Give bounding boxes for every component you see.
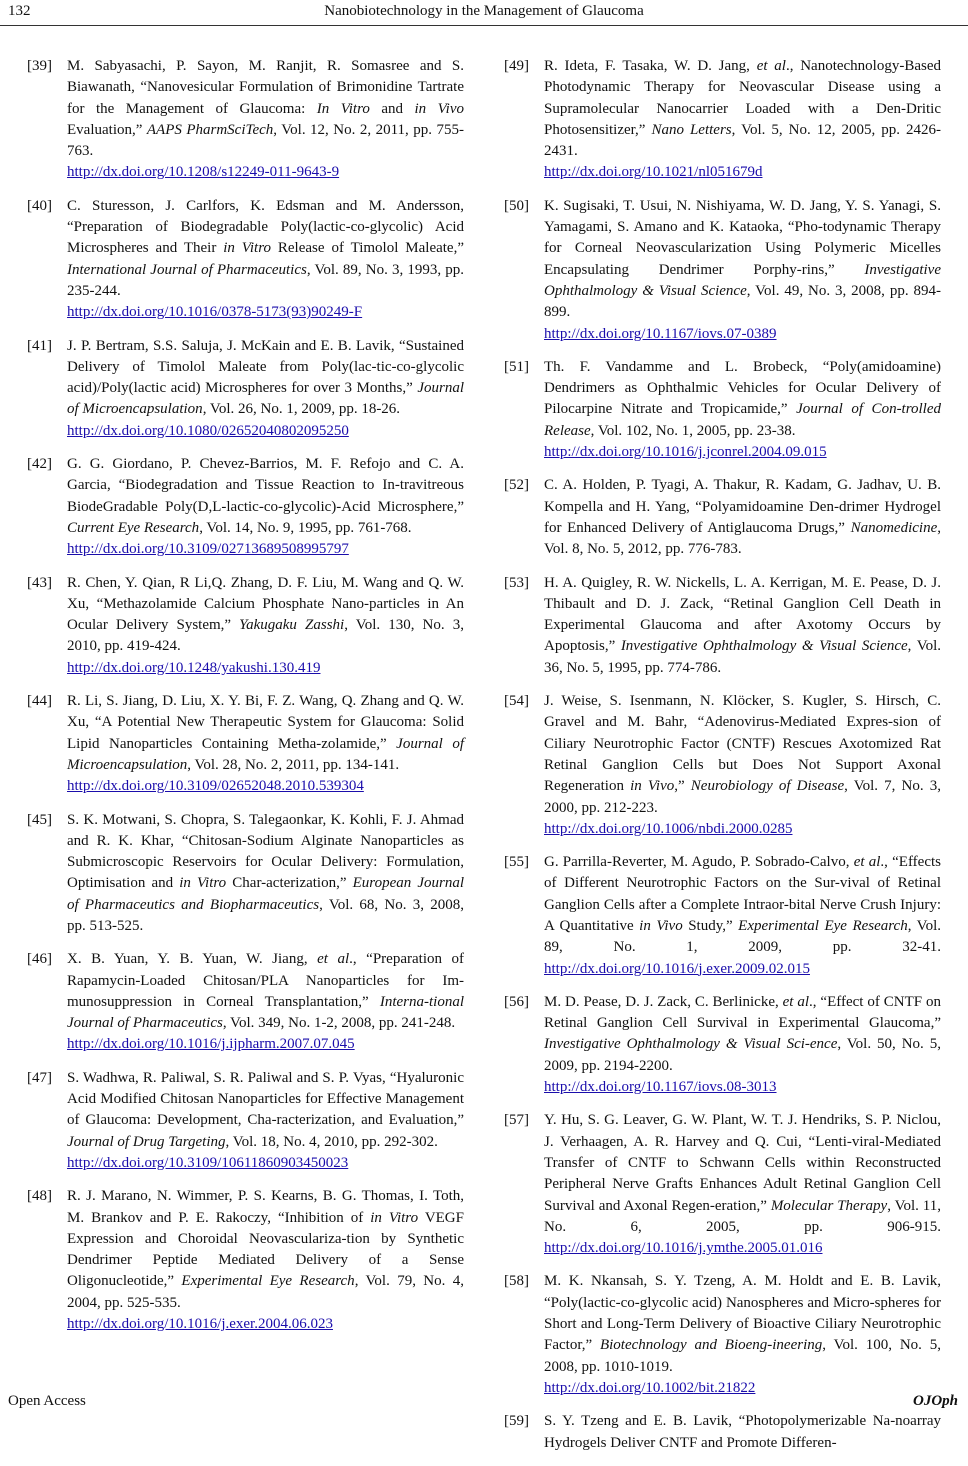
reference-number: [50] [504,197,529,214]
reference-entry [27,454,464,560]
reference-text: C. A. Holden, P. Tyagi, A. Thakur, R. Kadam, G. Jadhav, U. B. Kompella and H. Yang, “Polyamidoamine Den-drimer Hydrogel for Enhanced Delivery of Antiglaucoma Drugs,” Nanomedicine, Vol. 8, No. 5, 2012, pp. 776-783. [544,477,941,558]
reference-number: [57] [504,1112,529,1129]
reference-text: G. G. Giordano, P. Chevez-Barrios, M. F. Refojo and C. A. Garcia, “Biodegradation and Tissue Reaction to In-travitreous BiodeGradable Poly(D,L-lactic-co-glycolic)-Acid Microsphere,” Current Eye Research, Vol. 14, No. 9, 1995, pp. 761-768. http://dx.doi.org/10.3109/02713689508995797 [67,456,464,558]
doi-link[interactable]: http://dx.doi.org/10.1167/iovs.08-3013 [544,1079,777,1096]
reference-text: R. Ideta, F. Tasaka, W. D. Jang, et al., Nanotechnology-Based Photodynamic Therapy for Neovascular Disease using a Supramolecular Nanocarrier Loaded with a Den-Dritic Photosensitizer,” Nano Letters, Vol. 5, No. 12, 2005, pp. 2426-2431. http://dx.doi.org/10.1021/nl051679d [544,58,942,181]
reference-text: R. Chen, Y. Qian, R Li,Q. Zhang, D. F. Liu, M. Wang and Q. W. Xu, “Methazolamide Calcium Phosphate Nano-particles in An Ocular Delivery System,” Yakugaku Zasshi, Vol. 130, No. 3, 2010, pp. 419-424. http://dx.doi.org/10.1248/yakushi.130.419 [67,574,464,676]
reference-number: [48] [27,1188,52,1205]
page-number: 132 [8,3,31,19]
doi-link[interactable]: http://dx.doi.org/10.1002/bit.21822 [544,1379,756,1396]
reference-entry [504,992,941,1098]
reference-number: [55] [504,854,529,871]
reference-text: H. A. Quigley, R. W. Nickells, L. A. Kerrigan, M. E. Pease, D. J. Thibault and D. J. Zack, “Retinal Ganglion Cell Death in Experimental Glaucoma and after Axotomy Occurs by Apoptosis,” Investigative Ophthalmology & Visual Science, Vol. 36, No. 5, 1995, pp. 774-786. [544,574,942,676]
reference-text: K. Sugisaki, T. Usui, N. Nishiyama, W. D. Jang, Y. S. Yanagi, S. Yamagami, S. Amano and K. Kataoka, “Pho-todynamic Therapy for Corneal Neovascularization Using Polymeric Micelles Encapsulating Dendrimer Porphy-rins,” Investigative Ophthalmology & Visual Science, Vol. 49, No. 3, 2008, pp. 894-899. http://dx.doi.org/10.1167/iovs.07-0389 [544,197,941,342]
doi-link[interactable]: http://dx.doi.org/10.1208/s12249-011-9643-9 [67,164,340,181]
reference-entry [27,1186,464,1335]
reference-text: M. Sabyasachi, P. Sayon, M. Ranjit, R. Somasree and S. Biawanath, “Nanovesicular Formulation of Brimonidine Tartrate for the Management of Glaucoma: In Vitro and in Vivo Evaluation,” AAPS PharmSciTech, Vol. 12, No. 2, 2011, pp. 755-763. http://dx.doi.org/10.1208/s12249-011-9643-9 [67,58,464,181]
doi-link[interactable]: http://dx.doi.org/10.1016/j.exer.2004.06.023 [67,1316,333,1333]
reference-number: [42] [27,456,52,473]
reference-number: [58] [504,1273,529,1290]
reference-entry [27,949,464,1055]
reference-number: [41] [27,337,52,354]
reference-entry [27,691,464,797]
reference-text: S. K. Motwani, S. Chopra, S. Talegaonkar, K. Kohli, F. J. Ahmad and R. K. Khar, “Chitosan-Sodium Alginate Nanoparticles as Submicroscopic Reservoirs for Ocular Delivery: Formulation, Optimisation and in Vitro Char-acterization,” European Journal of Pharmaceutics and Biopharmaceutics, Vol. 68, No. 3, 2008, pp. 513-525. [67,811,465,934]
reference-entry [504,1411,941,1454]
doi-link[interactable]: http://dx.doi.org/10.1016/j.exer.2009.02.015 [544,960,810,977]
reference-text: X. B. Yuan, Y. B. Yuan, W. Jiang, et al., “Preparation of Rapamycin-Loaded Chitosan/PLA Nanoparticles for Im-munosuppression in Corneal Transplantation,” Interna-tional Journal of Pharmaceutics, Vol. 349, No. 1-2, 2008, pp. 241-248. http://dx.doi.org/10.1016/j.ijpharm.2007.07.045 [67,951,465,1053]
reference-entry [504,357,941,463]
reference-entry [504,573,941,679]
reference-entry [27,573,464,679]
references-left-column [27,56,464,1347]
reference-text: G. Parrilla-Reverter, M. Agudo, P. Sobrado-Calvo, et al., “Effects of Different Neurotrophic Factors on the Sur-vival of Retinal Ganglion Cells after a Complete Intraor-bital Nerve Crush Injury: A Quantitative in Vivo Study,” Experimental Eye Research, Vol. 89, No. 1, 2009, pp. 32-41. http://dx.doi.org/10.1016/j.exer.2009.02.015 [544,854,941,977]
reference-text: Y. Hu, S. G. Leaver, G. W. Plant, W. T. J. Hendriks, S. P. Niclou, J. Verhaagen, A. R. Harvey and Q. Cui, “Lenti-viral-Mediated Transfer of CNTF to Schwann Cells within Reconstructed Peripheral Nerve Grafts Enhances Adult Retinal Ganglion Cell Survival and Axonal Regen-eration,” Molecular Therapy, Vol. 11, No. 6, 2005, pp. 906-915. http://dx.doi.org/10.1016/j.ymthe.2005.01.016 [544,1112,941,1257]
reference-number: [54] [504,693,529,710]
reference-entry [504,56,941,184]
reference-entry [504,1271,941,1399]
reference-text: J. Weise, S. Isenmann, N. Klöcker, S. Kugler, S. Hirsch, C. Gravel and M. Bahr, “Adenovirus-Mediated Expres-sion of Ciliary Neurotrophic Factor (CNTF) Rescues Axotomized Rat Retinal Ganglion Cells but Does Not Support Axonal Regeneration in Vivo,” Neurobiology of Disease, Vol. 7, No. 3, 2000, pp. 212-223. http://dx.doi.org/10.1006/nbdi.2000.0285 [544,693,941,837]
reference-entry [27,196,464,324]
reference-text: M. K. Nkansah, S. Y. Tzeng, A. M. Holdt and E. B. Lavik, “Poly(lactic-co-glycolic acid) Nanospheres and Micro-spheres for Short and Long-Term Delivery of Bioactive Ciliary Neurotrophic Factor,” Biotechnology and Bioeng-ineering, Vol. 100, No. 5, 2008, pp. 1010-1019. http://dx.doi.org/10.1002/bit.21822 [544,1273,941,1396]
reference-text: R. J. Marano, N. Wimmer, P. S. Kearns, B. G. Thomas, I. Toth, M. Brankov and P. E. Rakoczy, “Inhibition of in Vitro VEGF Expression and Choroidal Neovasculariza-tion by Synthetic Dendrimer Peptide Mediated Delivery of a Sense Oligonucleotide,” Experimental Eye Research, Vol. 79, No. 4, 2004, pp. 525-535. http://dx.doi.org/10.1016/j.exer.2004.06.023 [67,1188,464,1333]
doi-link[interactable]: http://dx.doi.org/10.1021/nl051679d [544,164,763,181]
reference-number: [43] [27,574,52,591]
doi-link[interactable]: http://dx.doi.org/10.3109/10611860903450023 [67,1154,349,1171]
reference-entry [27,810,464,938]
doi-link[interactable]: http://dx.doi.org/10.1006/nbdi.2000.0285 [544,820,793,837]
doi-link[interactable]: http://dx.doi.org/10.1167/iovs.07-0389 [544,325,777,342]
reference-number: [53] [504,574,529,591]
reference-number: [56] [504,993,529,1010]
doi-link[interactable]: http://dx.doi.org/10.1016/j.ijpharm.2007.07.045 [67,1036,355,1053]
doi-link[interactable]: http://dx.doi.org/10.1080/02652040802095250 [67,422,349,439]
doi-link[interactable]: http://dx.doi.org/10.1016/j.jconrel.2004.09.015 [544,444,827,461]
reference-text: M. D. Pease, D. J. Zack, C. Berlinicke, et al., “Effect of CNTF on Retinal Ganglion Cell Survival in Experimental Glaucoma,” Investigative Ophthalmology & Visual Sci-ence, Vol. 50, No. 5, 2009, pp. 2194-2200. http://dx.doi.org/10.1167/iovs.08-3013 [544,993,941,1096]
reference-number: [46] [27,951,52,968]
footer-open-access: Open Access [8,1393,86,1409]
reference-number: [47] [27,1069,52,1086]
reference-text: R. Li, S. Jiang, D. Liu, X. Y. Bi, F. Z. Wang, Q. Zhang and Q. W. Xu, “A Potential New Therapeutic System for Glaucoma: Solid Lipid Nanoparticles Containing Metha-zolamide,” Journal of Microencapsulation, Vol. 28, No. 2, 2011, pp. 134-141. http://dx.doi.org/10.3109/02652048.2010.539304 [67,693,464,795]
reference-entry [504,691,941,840]
reference-number: [59] [504,1413,529,1430]
reference-entry [504,1110,941,1259]
reference-text: C. Sturesson, J. Carlfors, K. Edsman and M. Andersson, “Preparation of Biodegradable Poly(lactic-co-glycolic) Acid Microspheres and Their in Vitro Release of Timolol Maleate,” International Journal of Pharmaceutics, Vol. 89, No. 3, 1993, pp. 235-244. http://dx.doi.org/10.1016/0378-5173(93)90249-F [67,197,464,321]
reference-entry [27,1068,464,1174]
reference-entry [27,56,464,184]
reference-entry [504,852,941,980]
reference-number: [49] [504,58,529,74]
reference-number: [51] [504,358,529,375]
reference-entry [504,196,941,345]
reference-text: S. Y. Tzeng and E. B. Lavik, “Photopolymerizable Na-noarray Hydrogels Deliver CNTF and Promote Differen- [544,1413,941,1451]
doi-link[interactable]: http://dx.doi.org/10.3109/02652048.2010.539304 [67,778,364,795]
header-rule [0,25,968,26]
reference-text: S. Wadhwa, R. Paliwal, S. R. Paliwal and S. P. Vyas, “Hyaluronic Acid Modified Chitosan Nanoparticles for Effective Management of Glaucoma: Development, Cha-racterization, and Evaluation,” Journal of Drug Targeting, Vol. 18, No. 4, 2010, pp. 292-302. http://dx.doi.org/10.3109/10611860903450023 [67,1069,464,1171]
doi-link[interactable]: http://dx.doi.org/10.3109/02713689508995797 [67,541,349,558]
reference-text: Th. F. Vandamme and L. Brobeck, “Poly(amidoamine) Dendrimers as Ophthalmic Vehicles for Ocular Delivery of Pilocarpine Nitrate and Tropicamide,” Journal of Con-trolled Release, Vol. 102, No. 1, 2005, pp. 23-38. http://dx.doi.org/10.1016/j.jconrel.2004.09.015 [544,358,942,461]
reference-number: [39] [27,58,52,74]
reference-number: [40] [27,197,52,214]
doi-link[interactable]: http://dx.doi.org/10.1248/yakushi.130.419 [67,659,321,676]
reference-number: [52] [504,477,529,494]
references-right-column [504,56,941,1466]
running-title: Nanobiotechnology in the Management of Glaucoma [324,3,644,19]
reference-number: [45] [27,811,52,828]
doi-link[interactable]: http://dx.doi.org/10.1016/0378-5173(93)90249-F [67,304,363,321]
reference-entry [504,475,941,560]
footer-journal-abbrev: OJOph [912,1393,958,1409]
reference-entry [27,336,464,442]
reference-text: J. P. Bertram, S.S. Saluja, J. McKain and E. B. Lavik, “Sustained Delivery of Timolol Maleate from Poly(lac-tic-co-glycolic acid)/Poly(lactic acid) Microspheres for over 3 Months,” Journal of Microencapsulation, Vol. 26, No. 1, 2009, pp. 18-26. http://dx.doi.org/10.1080/02652040802095250 [67,337,464,439]
reference-number: [44] [27,693,52,710]
doi-link[interactable]: http://dx.doi.org/10.1016/j.ymthe.2005.01.016 [544,1240,823,1257]
